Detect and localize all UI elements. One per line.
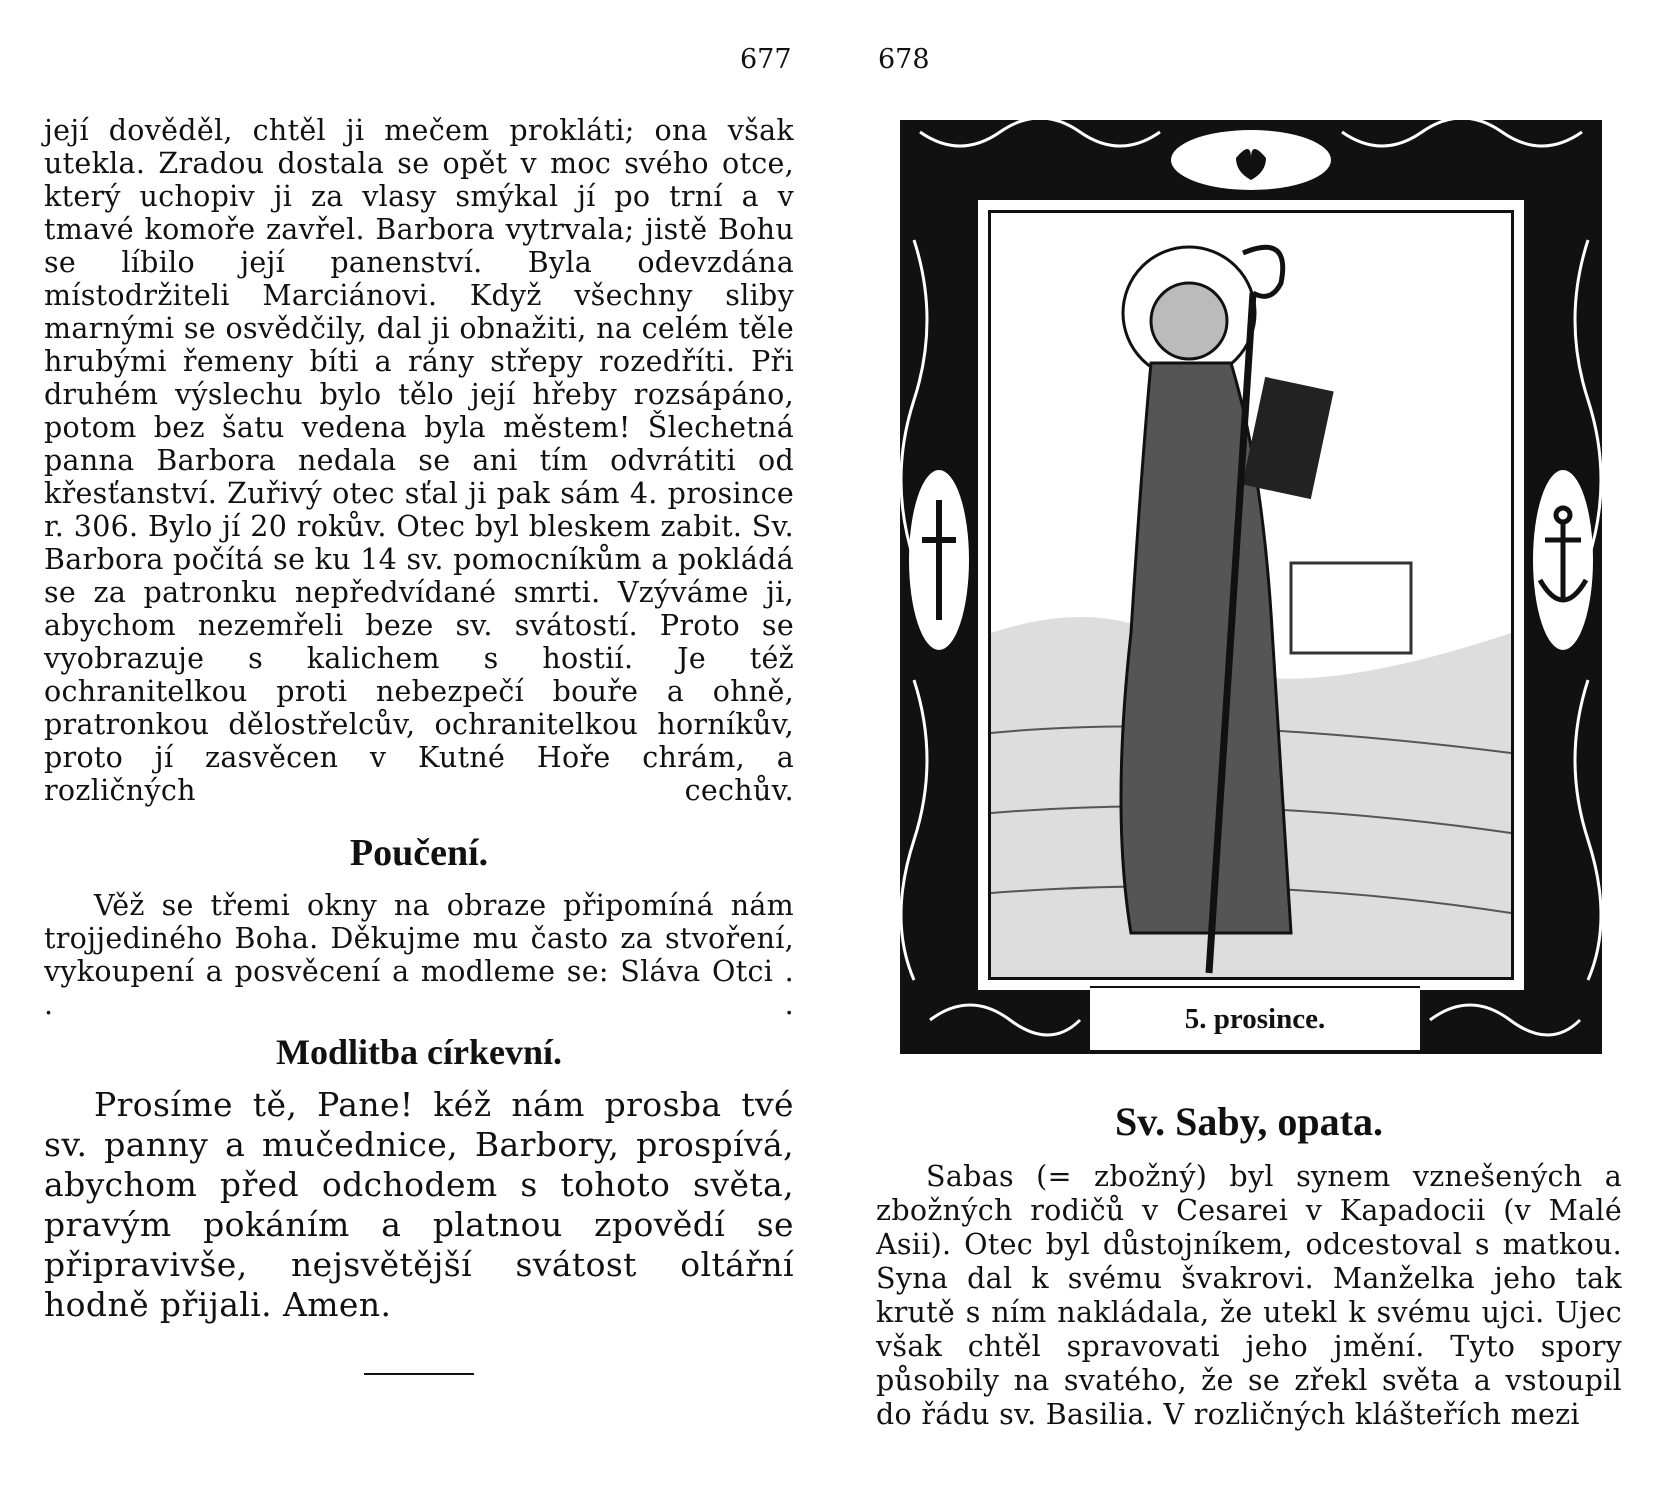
engraving-scene xyxy=(991,213,1511,977)
left-page xyxy=(44,114,794,1375)
heading-modlitba: Modlitba církevní. xyxy=(276,1032,562,1072)
chapter-title: Sv. Saby, opata. xyxy=(1115,1099,1383,1144)
illustration-frame xyxy=(900,120,1602,1054)
legend-text: její dověděl, chtěl ji mečem prokláti; ona však utekla. Zradou dostala se opět v moc svého otce, který uchopiv ji za vlasy smýkal jí po trní a v tmavé komoře zavřel. Barbora vytrvala; jistě Bohu se líbilo její panenství. Byla odevzdána místodržiteli Marciánovi. Když všechny sliby marnými se osvědčily, dal ji obnažiti, na celém těle hrubými řemeny bíti a rány střepy rozedříti. Při druhém výslechu bylo tělo její hřeby rozsápáno, potom bez šatu vedena byla městem! Šlechetná panna Barbora nedala se ani tím odvrátiti od křesťanství. Zuřivý otec sťal ji pak sám 4. prosince r. 306. Bylo jí 20 rokův. Otec byl bleskem zabit. Sv. Barbora počítá se ku 14 sv. pomocníkům a pokládá se za patronku nepředvídané smrti. Vzýváme ji, abychom nezemřeli beze sv. svátostí. Proto se vyobrazuje s kalichem s hostií. Je též ochranitelkou proti nebezpečí bouře a ohně, pratronkou dělostřelcův, ochranitelkou horníkův, proto jí zasvěcen v Kutné Hoře chrám, a rozličných cechův. xyxy=(44,114,794,807)
date-caption: 5. prosince. xyxy=(1184,1002,1326,1035)
saba-text: Sabas (= zbožný) byl synem vznešených a zbožných rodičů v Cesarei v Kapadocii (v Malé Asii). Otec byl důstojníkem, odcestoval s matkou. Syna dal k svému švakrovi. Manželka jeho tak krutě s ním nakládala, že utekl k svému ujci. Ujec však chtěl spravovati jeho jmění. Tyto spory působily na svatého, že se zřekl světa a vstoupil do řádu sv. Basilia. V rozličných klášteřích mezi xyxy=(876,1160,1622,1431)
book-icon xyxy=(1242,377,1333,499)
leaf-ornament-icon xyxy=(920,120,1160,146)
date-caption-box xyxy=(1090,986,1420,1050)
saint-sabas-engraving xyxy=(988,210,1514,980)
section-divider xyxy=(364,1373,474,1375)
leaf-ornament-icon xyxy=(901,680,927,980)
page-number-right: 678 xyxy=(878,44,930,75)
leaf-ornament-icon xyxy=(1342,120,1582,146)
monastery-icon xyxy=(1291,563,1411,653)
page-number-left: 677 xyxy=(740,44,792,75)
right-page-body xyxy=(876,1160,1622,1432)
leaf-ornament-icon xyxy=(930,1005,1080,1035)
prayer-text: Prosíme tě, Pane! kéž nám prosba tvé sv. panny a mučednice, Barbory, prospívá, abychom před odchodem s tohoto světa, pravým pokáním a platnou zpovědí se připravivše, nejsvětější svátost oltářní hodně přijali. Amen. xyxy=(44,1085,794,1324)
leaf-ornament-icon xyxy=(1575,680,1601,980)
heading-pouceni: Poučení. xyxy=(349,832,489,874)
leaf-ornament-icon xyxy=(1430,1005,1580,1035)
pouceni-text: Věž se třemi okny na obraze připomíná nám trojjediného Boha. Děkujme mu často za stvoření, vykoupení a posvěcení a modleme se: Sláva Otci . . . xyxy=(44,889,794,1021)
